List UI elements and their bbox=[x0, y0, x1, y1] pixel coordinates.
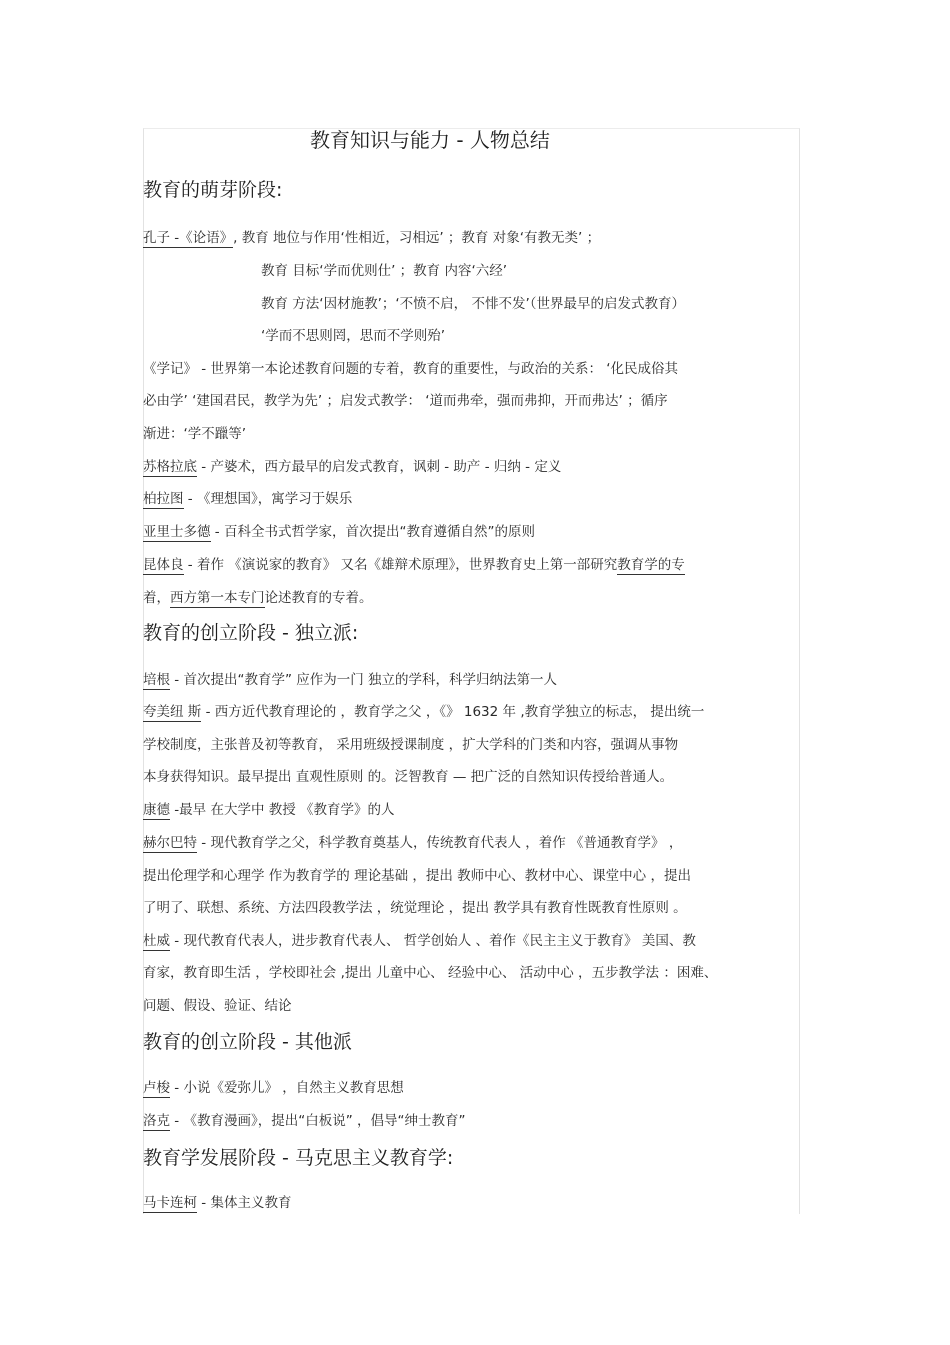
section-heading-others: 教育的创立阶段 - 其他派 bbox=[143, 1031, 352, 1053]
person-name: 洛克 bbox=[143, 1113, 170, 1129]
line-he-1: 赫尔巴特 - 现代教育学之父，科学教育奠基人，传统教育代表人 ，着作 《普通教育学》 ， bbox=[143, 835, 683, 851]
line-makalianke: 马卡连柯 - 集体主义教育 bbox=[143, 1195, 292, 1211]
line-duwei-2: 育家，教育即生活 ，学校即社会 ,提出 儿童中心、 经验中心、 活动中心 ，五步教学法 ：困难、 bbox=[143, 965, 718, 981]
person-name: 柏拉图 bbox=[143, 491, 184, 507]
document-title: 教育知识与能力 - 人物总结 bbox=[310, 128, 550, 152]
line-suge: 苏格拉底 - 产婆术，西方最早的启发式教育，讽刺 - 助产 - 归纳 - 定义 bbox=[143, 459, 562, 475]
line-kua-1: 夸美纽 斯 - 西方近代教育理论的 ，教育学之父 ，《》 1632 年 ,教育学独立的标志， 提出统一 bbox=[143, 704, 705, 720]
line-kongzi-2: 教育 目标‘学而优则仕’ ；教育 内容‘六经’ bbox=[261, 263, 508, 279]
line-kongzi: 孔子 -《论语》, 教育 地位与作用‘性相近，习相远’ ；教育 对象‘有教无类’ ； bbox=[143, 230, 601, 246]
person-name: 苏格拉底 bbox=[143, 459, 197, 475]
line-lusuo: 卢梭 - 小说《爱弥儿》 ，自然主义教育思想 bbox=[143, 1080, 404, 1096]
person-name: 亚里士多德 bbox=[143, 524, 211, 540]
line-he-3: 了明了、联想、系统、方法四段教学法 ，统觉理论 ，提出 教学具有教育性既教育性原则 。 bbox=[143, 900, 687, 916]
line-luoke: 洛克 - 《教育漫画》，提出“白板说” ，倡导“绅士教育” bbox=[143, 1113, 466, 1129]
line-kangde: 康德 -最早 在大学中 教授 《教育学》的人 bbox=[143, 802, 395, 818]
line-xueji-3: 渐进：‘学不躐等’ bbox=[143, 426, 247, 442]
person-name: 赫尔巴特 bbox=[143, 835, 197, 851]
section-heading-independent: 教育的创立阶段 - 独立派: bbox=[143, 622, 359, 644]
person-name: 昆体良 bbox=[143, 557, 184, 573]
line-he-2: 提出伦理学和心理学 作为教育学的 理论基础 ，提出 教师中心、教材中心、课堂中心 ，提出 bbox=[143, 868, 691, 884]
line-yali: 亚里士多德 - 百科全书式哲学家，首次提出“教育遵循自然”的原则 bbox=[143, 524, 535, 540]
line-bolatu: 柏拉图 - 《理想国》，寓学习于娱乐 bbox=[143, 491, 353, 507]
person-name: 孔子 -《论语》 bbox=[143, 230, 234, 246]
person-name: 杜威 bbox=[143, 933, 170, 949]
line-kongzi-3: 教育 方法‘因材施教’；‘不愤不启， 不悱不发’（世界最早的启发式教育） bbox=[261, 296, 685, 312]
section-heading-marxist: 教育学发展阶段 - 马克思主义教育学: bbox=[143, 1147, 454, 1169]
person-name: 马卡连柯 bbox=[143, 1195, 197, 1211]
line-peigen: 培根 - 首次提出“教育学” 应作为一门 独立的学科，科学归纳法第一人 bbox=[143, 672, 558, 688]
section-heading-sprouting: 教育的萌芽阶段: bbox=[143, 179, 283, 201]
line-kun-1: 昆体良 - 着作 《演说家的教育》 又名《雄辩术原理》，世界教育史上第一部研究教育学的专 bbox=[143, 557, 685, 573]
line-xueji-1: 《学记》 - 世界第一本论述教育问题的专着，教育的重要性，与政治的关系： ‘化民成俗其 bbox=[143, 361, 679, 377]
line-xueji-2: 必由学’ ‘建国君民，教学为先’ ；启发式教学： ‘道而弗牵，强而弗抑，开而弗达’ ；循序 bbox=[143, 393, 668, 409]
person-name: 卢梭 bbox=[143, 1080, 170, 1096]
line-duwei-1: 杜威 - 现代教育代表人，进步教育代表人、 哲学创始人 、着作《民主主义于教育》 美国、教 bbox=[143, 933, 696, 949]
person-name: 培根 bbox=[143, 672, 170, 688]
person-name: 夸美纽 斯 bbox=[143, 704, 202, 720]
line-kua-2: 学校制度，主张普及初等教育， 采用班级授课制度 ，扩大学科的门类和内容，强调从事物 bbox=[143, 737, 679, 753]
line-kun-2: 着，西方第一本专门论述教育的专着。 bbox=[143, 590, 373, 606]
line-kongzi-4: ‘学而不思则罔，思而不学则殆’ bbox=[261, 328, 446, 344]
line-kua-3: 本身获得知识。最早提出 直观性原则 的。泛智教育 — 把广泛的自然知识传授给普通人。 bbox=[143, 769, 674, 785]
line-duwei-3: 问题、假设、验证、结论 bbox=[143, 998, 292, 1014]
person-name: 康德 bbox=[143, 802, 170, 818]
